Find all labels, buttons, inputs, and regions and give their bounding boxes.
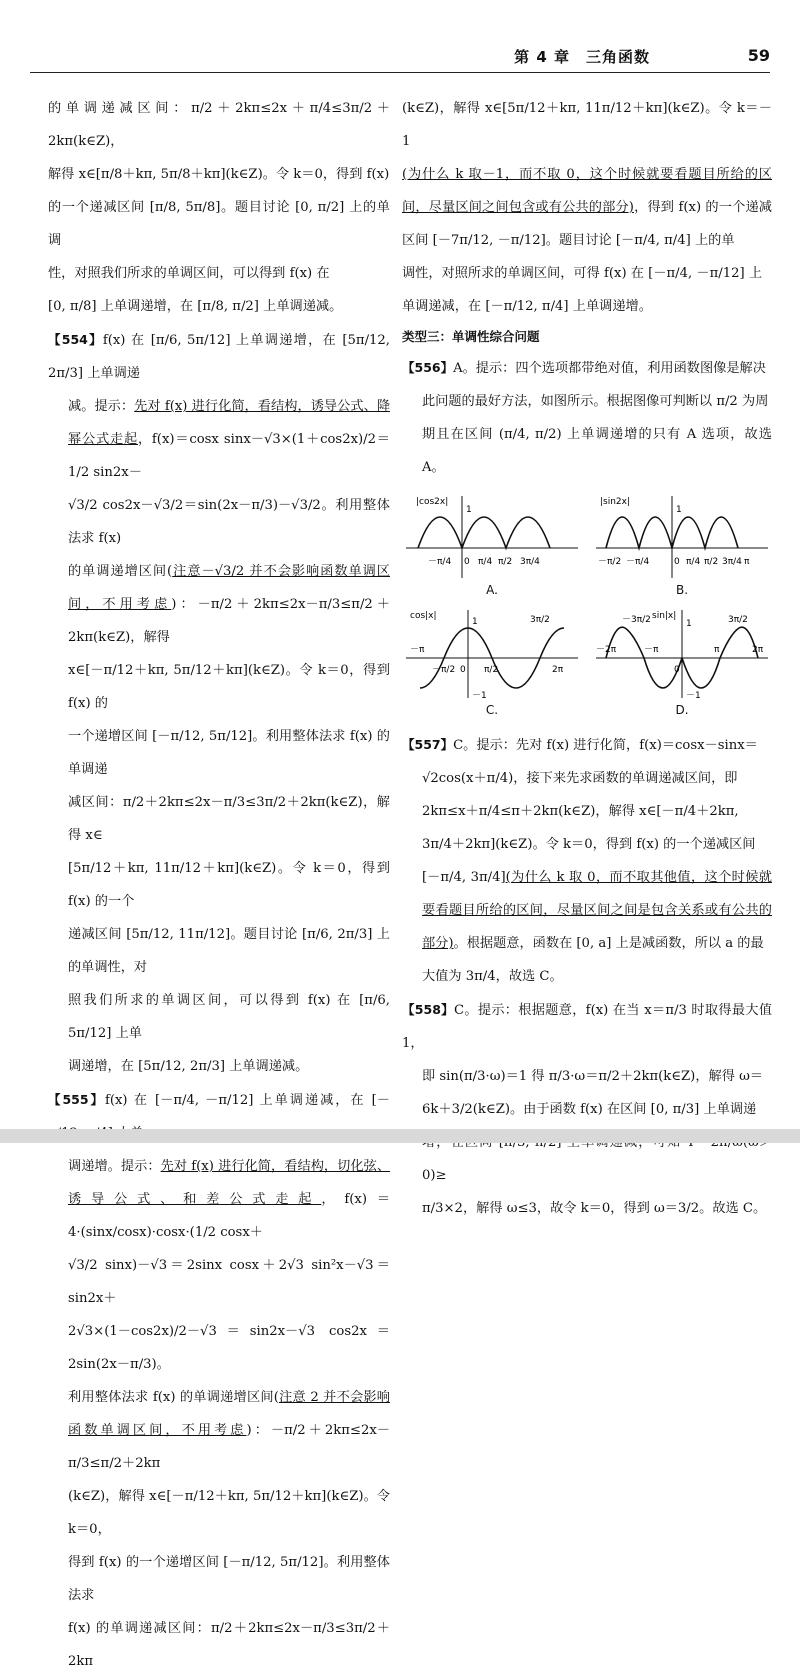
graph-figure-grid: [402, 490, 772, 718]
intro-line: 解得 x∈[π/8＋kπ, 5π/8＋kπ](k∈Z)。令 k＝0，得到 f(x): [48, 167, 390, 182]
y-mark: 1: [472, 617, 478, 627]
x-tick: π: [714, 645, 720, 655]
problem-554-line: 【554】f(x) 在 [π/6, 5π/12] 上单调递增，在 [5π/12, 2π/3] 上单调递: [48, 332, 391, 381]
graph-a: [402, 490, 582, 598]
graph-caption: A.: [486, 583, 498, 597]
problem-554-line: √3/2 cos2x－√3/2＝sin(2x－π/3)－√3/2。利用整体法求 f(x): [68, 498, 390, 546]
x-tick: －3π/2: [622, 615, 651, 625]
page-header: [0, 0, 800, 75]
abs-cos2x-curve: [418, 517, 550, 548]
problem-557-line: 大值为 3π/4，故选 C。: [422, 969, 563, 984]
problem-554-line: 照我们所求的单调区间，可以得到 f(x) 在 [π/6, 5π/12] 上单: [68, 993, 390, 1041]
problem-555-line: 2√3×(1－cos2x)/2－√3＝sin2x－√3 cos2x＝2sin(2x－π/3)。: [68, 1324, 390, 1372]
x-tick: 3π/4: [722, 557, 742, 567]
problem-558-line: π/3×2，解得 ω≤3，故令 k＝0，得到 ω＝3/2。故选 C。: [422, 1201, 767, 1216]
graph-caption: B.: [675, 583, 689, 597]
function-label: |sin2x|: [600, 497, 631, 507]
underlined-note: (为什么 k 取 0，而不取其他值，这个时候就要看题目所给的区间，尽量区间之间是包含关系或有公共的部分): [422, 870, 772, 951]
continuation-line: (k∈Z)，解得 x∈[5π/12＋kπ, 11π/12＋kπ](k∈Z)。令 k＝－1: [402, 101, 772, 149]
function-label: sin|x|: [652, 611, 677, 621]
x-tick: π/4: [478, 557, 493, 567]
problem-556-line: 此问题的最好方法，如图所示。根据图像可判断以 π/2 为周: [422, 394, 769, 409]
graph-d-svg: [592, 606, 772, 702]
x-tick: 0: [460, 665, 466, 675]
intro-line: 的一个递减区间 [π/8, 5π/8]。题目讨论 [0, π/2] 上的单调: [48, 200, 390, 248]
graph-caption: C.: [485, 703, 499, 717]
page-bottom-band: [0, 1129, 800, 1143]
function-label: cos|x|: [410, 611, 437, 621]
y-mark: 1: [676, 505, 682, 515]
underlined-note: 注意 2 并不会影响函数单调区间，不用考虑: [68, 1390, 390, 1438]
right-column: [402, 92, 772, 1225]
left-column: [48, 92, 390, 1678]
problem-556-line: 【556】A。提示：四个选项都带绝对值，利用函数图像是解决: [402, 360, 766, 376]
graph-a-svg: [402, 490, 582, 582]
continuation-line: 单调递减，在 [－π/12, π/4] 上单调递增。: [402, 299, 652, 314]
problem-554-line: 递减区间 [5π/12, 11π/12]。题目讨论 [π/6, 2π/3] 上的单调性，对: [68, 927, 390, 975]
y-mark: 1: [686, 619, 692, 629]
problem-556-line: 期且在区间 (π/4, π/2) 上单调递增的只有 A 选项，故选 A。: [422, 427, 772, 475]
section-title: 类型三：单调性综合问题: [402, 329, 540, 344]
problem-555-line: f(x) 的单调递减区间：π/2＋2kπ≤2x－π/3≤3π/2＋2kπ: [68, 1621, 390, 1669]
problem-557-number: 【557】: [402, 737, 454, 752]
graph-caption: D.: [675, 703, 689, 717]
x-tick: π/2: [484, 665, 499, 675]
x-tick: －π/2: [598, 557, 622, 567]
problem-558-number: 【558】: [402, 1002, 454, 1017]
x-tick: 2π: [752, 645, 764, 655]
x-tick: －π/4: [428, 557, 452, 567]
graph-c-svg: [402, 606, 582, 702]
graph-b: [592, 490, 772, 598]
graph-d: [592, 606, 772, 718]
continuation-line: 调性，对照所求的单调区间，可得 f(x) 在 [－π/4, －π/12] 上: [402, 266, 763, 281]
x-tick: π/2: [704, 557, 719, 567]
problem-555-line: 得到 f(x) 的一个递增区间 [－π/12, 5π/12]。利用整体法求: [68, 1555, 390, 1603]
x-tick: 0: [674, 665, 680, 675]
problem-554-number: 【554】: [48, 332, 103, 347]
x-tick: －π: [410, 645, 425, 655]
problem-555-line: 利用整体法求 f(x) 的单调递增区间(注意 2 并不会影响函数单调区间，不用考虑)：－π/2＋2kπ≤2x－π/3≤π/2＋2kπ: [68, 1390, 390, 1471]
x-tick: －π/2: [432, 665, 456, 675]
intro-line: [0, π/8] 上单调递增，在 [π/8, π/2] 上单调递减。: [48, 299, 343, 314]
x-tick: 0: [464, 557, 470, 567]
x-tick: －π: [644, 645, 659, 655]
underlined-hint: 先对 f(x) 进行化简，看结构，切化弦、诱导公式、和差公式走起: [68, 1159, 391, 1207]
problem-558-line: 即 sin(π/3·ω)＝1 得 π/3·ω＝π/2＋2kπ(k∈Z)，解得 ω＝: [422, 1069, 764, 1084]
intro-line: 性，对照我们所求的单调区间，可以得到 f(x) 在: [48, 266, 330, 281]
problem-556-number: 【556】: [402, 360, 454, 375]
x-tick: 3π/2: [530, 615, 550, 625]
y-mark: 1: [466, 505, 472, 515]
underlined-note: (为什么 k 取－1，而不取 0，这个时候就要看题目所给的区间，尽量区间之间包含或有公共的部分): [402, 167, 772, 215]
problem-557-line: 【557】C。提示：先对 f(x) 进行化简，f(x)＝cosx－sinx＝: [402, 737, 758, 753]
problem-557-line: √2cos(x＋π/4)，接下来先求函数的单调递减区间，即: [422, 771, 738, 786]
problem-557-line: 2kπ≤x＋π/4≤π＋2kπ(k∈Z)，解得 x∈[－π/4＋2kπ,: [422, 804, 739, 819]
problem-554-line: 一个递增区间 [－π/12, 5π/12]。利用整体法求 f(x) 的单调递: [68, 729, 390, 777]
x-tick: 3π/2: [728, 615, 748, 625]
page-number: 59: [747, 46, 770, 65]
graph-b-svg: [592, 490, 772, 582]
underlined-hint: 先对 f(x) 进行化简，看结构，诱导公式、降幂公式走起: [68, 399, 391, 447]
problem-554-line: 的单调递增区间(注意－√3/2 并不会影响函数单调区间，不用考虑)：－π/2＋2kπ≤2x－π/3≤π/2＋2kπ(k∈Z)，解得: [68, 564, 390, 645]
chapter-title: 第 4 章 三角函数: [514, 48, 650, 66]
continuation-line: (为什么 k 取－1，而不取 0，这个时候就要看题目所给的区间，尽量区间之间包含或有公共的部分)，得到 f(x) 的一个递减区间 [－7π/12, －π/12]。题目讨论 [－π/4, π/4] 上的单: [402, 167, 772, 248]
problem-557-line: 3π/4＋2kπ](k∈Z)。令 k＝0，得到 f(x) 的一个递减区间: [422, 837, 756, 852]
intro-line: 的单调递减区间：π/2＋2kπ≤2x＋π/4≤3π/2＋2kπ(k∈Z)，: [48, 101, 390, 149]
x-tick: －π/4: [626, 557, 650, 567]
problem-555-line: √3/2 sinx)－√3＝2sinx cosx＋2√3 sin²x－√3＝sin2x＋: [68, 1258, 390, 1306]
problem-554-line: [5π/12＋kπ, 11π/12＋kπ](k∈Z)。令 k＝0，得到 f(x) 的一个: [68, 861, 390, 909]
problem-555-line: 【555】f(x) 在 [－π/4, －π/12] 上单调递减，在 [－: [48, 1092, 390, 1108]
graph-c: [402, 606, 582, 718]
header-rule: [30, 72, 770, 73]
x-tick: π/4: [686, 557, 701, 567]
problem-554-line: 减区间：π/2＋2kπ≤2x－π/3≤3π/2＋2kπ(k∈Z)，解得 x∈: [68, 795, 390, 843]
problem-554-line: 减。提示：先对 f(x) 进行化简，看结构，诱导公式、降幂公式走起，f(x)＝cosx sinx－√3×(1＋cos2x)/2＝1/2 sin2x－: [68, 399, 391, 480]
y-mark: －1: [472, 691, 487, 701]
x-tick: π/2: [498, 557, 513, 567]
problem-558-line: 0)≥: [422, 1168, 447, 1183]
underlined-note: 注意－√3/2 并不会影响函数单调区间，不用考虑: [68, 564, 390, 612]
function-label: |cos2x|: [416, 497, 449, 507]
x-tick: 2π: [552, 665, 564, 675]
x-tick: －2π: [596, 645, 617, 655]
problem-558-line: 6k＋3/2(k∈Z)。由于函数 f(x) 在区间 [0, π/3] 上单调递: [422, 1102, 757, 1117]
problem-554-line: x∈[－π/12＋kπ, 5π/12＋kπ](k∈Z)。令 k＝0，得到 f(x) 的: [68, 663, 390, 711]
problem-557-line: [－π/4, 3π/4](为什么 k 取 0，而不取其他值，这个时候就要看题目所给的区间，尽量区间之间是包含关系或有公共的部分)。根据题意，函数在 [0, a] 上是减函数，所以 a 的最: [422, 870, 772, 951]
x-tick: 3π/4: [520, 557, 540, 567]
problem-555-number: 【555】: [48, 1092, 105, 1107]
problem-555-line: (k∈Z)，解得 x∈[－π/12＋kπ, 5π/12＋kπ](k∈Z)。令 k＝0，: [68, 1489, 390, 1537]
x-tick: 0: [674, 557, 680, 567]
problem-555-line: 调递增。提示：先对 f(x) 进行化简，看结构，切化弦、诱导公式、和差公式走起，f(x)＝4·(sinx/cosx)·cosx·(1/2 cosx＋: [68, 1159, 391, 1240]
problem-554-line: 调递增，在 [5π/12, 2π/3] 上单调递减。: [68, 1059, 309, 1074]
x-tick: π: [744, 557, 750, 567]
y-mark: －1: [686, 691, 701, 701]
problem-558-line: 【558】C。提示：根据题意，f(x) 在当 x＝π/3 时取得最大值 1，: [402, 1002, 773, 1051]
